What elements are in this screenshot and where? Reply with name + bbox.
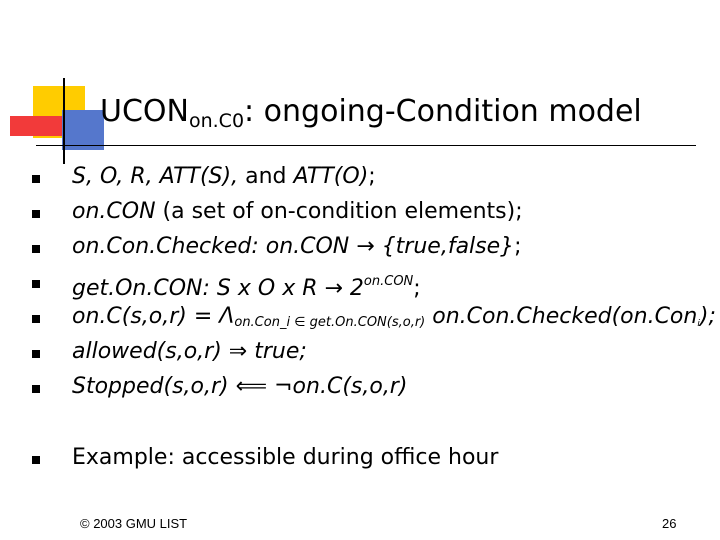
bullet-text-segment: allowed(s,o,r) ⇒ true; bbox=[72, 339, 307, 364]
bullet-text bbox=[72, 197, 523, 227]
bullet-marker bbox=[32, 456, 40, 464]
bullet-text bbox=[72, 232, 522, 262]
bullet-item-example bbox=[32, 441, 702, 476]
bullet-item bbox=[32, 335, 702, 370]
slide-title bbox=[100, 94, 642, 132]
bullet-marker bbox=[32, 350, 40, 358]
logo-vertical-line bbox=[63, 78, 65, 164]
bullet-text-segment: on.Con.Checked(on.Con bbox=[425, 304, 698, 329]
bullet-item bbox=[32, 300, 716, 335]
footer-page-number: 26 bbox=[662, 516, 677, 531]
bullet-text-segment: ATT(O) bbox=[293, 164, 369, 189]
bullet-text bbox=[72, 337, 307, 367]
bullet-text-segment: ; bbox=[413, 276, 421, 301]
bullet-item bbox=[32, 195, 702, 230]
title-underline bbox=[36, 145, 696, 146]
title-subscript: on.C0 bbox=[188, 110, 245, 132]
bullet-marker bbox=[32, 175, 40, 183]
bullet-subscript: on.Con_i ∈ get.On.CON(s,o,r) bbox=[234, 315, 426, 330]
bullet-text-segment: Stopped(s,o,r) ⟸ ¬on.C(s,o,r) bbox=[72, 374, 408, 399]
bullet-text-segment: and bbox=[238, 164, 294, 189]
bullet-marker bbox=[32, 315, 40, 323]
bullet-marker bbox=[32, 385, 40, 393]
bullet-marker bbox=[32, 245, 40, 253]
bullet-text-segment: S, O, R, ATT(S), bbox=[72, 164, 239, 189]
logo-blue-square bbox=[62, 110, 104, 150]
footer-copyright: © 2003 GMU LIST bbox=[80, 516, 188, 531]
bullet-item bbox=[32, 160, 702, 195]
bullet-text-segment: (a set of on-condition elements); bbox=[155, 199, 523, 224]
bullet-text-segment: ; bbox=[514, 234, 522, 259]
bullet-item bbox=[32, 265, 702, 300]
example-text: Example: accessible during office hour bbox=[72, 445, 499, 470]
bullet-item bbox=[32, 230, 702, 265]
bullet-text-segment: on.Con.Checked: on.CON → {true,false} bbox=[72, 234, 515, 259]
bullet-subscript-index: i bbox=[697, 319, 700, 329]
title-main: UCON bbox=[100, 94, 189, 129]
logo-red-bar bbox=[10, 116, 66, 136]
bullet-text-segment: get.On.CON: S x O x R → 2 bbox=[72, 276, 364, 301]
bullet-superscript: on.CON bbox=[363, 274, 414, 289]
bullet-text-segment: ; bbox=[368, 164, 376, 189]
bullet-text-segment: ); bbox=[699, 304, 716, 329]
title-rest: : ongoing-Condition model bbox=[244, 94, 642, 129]
bullet-marker bbox=[32, 210, 40, 218]
bullet-text-segment: on.CON bbox=[72, 199, 156, 224]
bullet-spacer bbox=[32, 405, 702, 441]
bullet-text bbox=[72, 267, 421, 304]
bullet-text-segment: on.C(s,o,r) = Λ bbox=[72, 304, 235, 329]
bullet-text bbox=[72, 372, 407, 402]
bullet-marker bbox=[32, 280, 40, 288]
bullet-list bbox=[32, 160, 716, 476]
bullet-item bbox=[32, 370, 702, 405]
bullet-text bbox=[72, 162, 376, 192]
bullet-text bbox=[72, 302, 716, 339]
